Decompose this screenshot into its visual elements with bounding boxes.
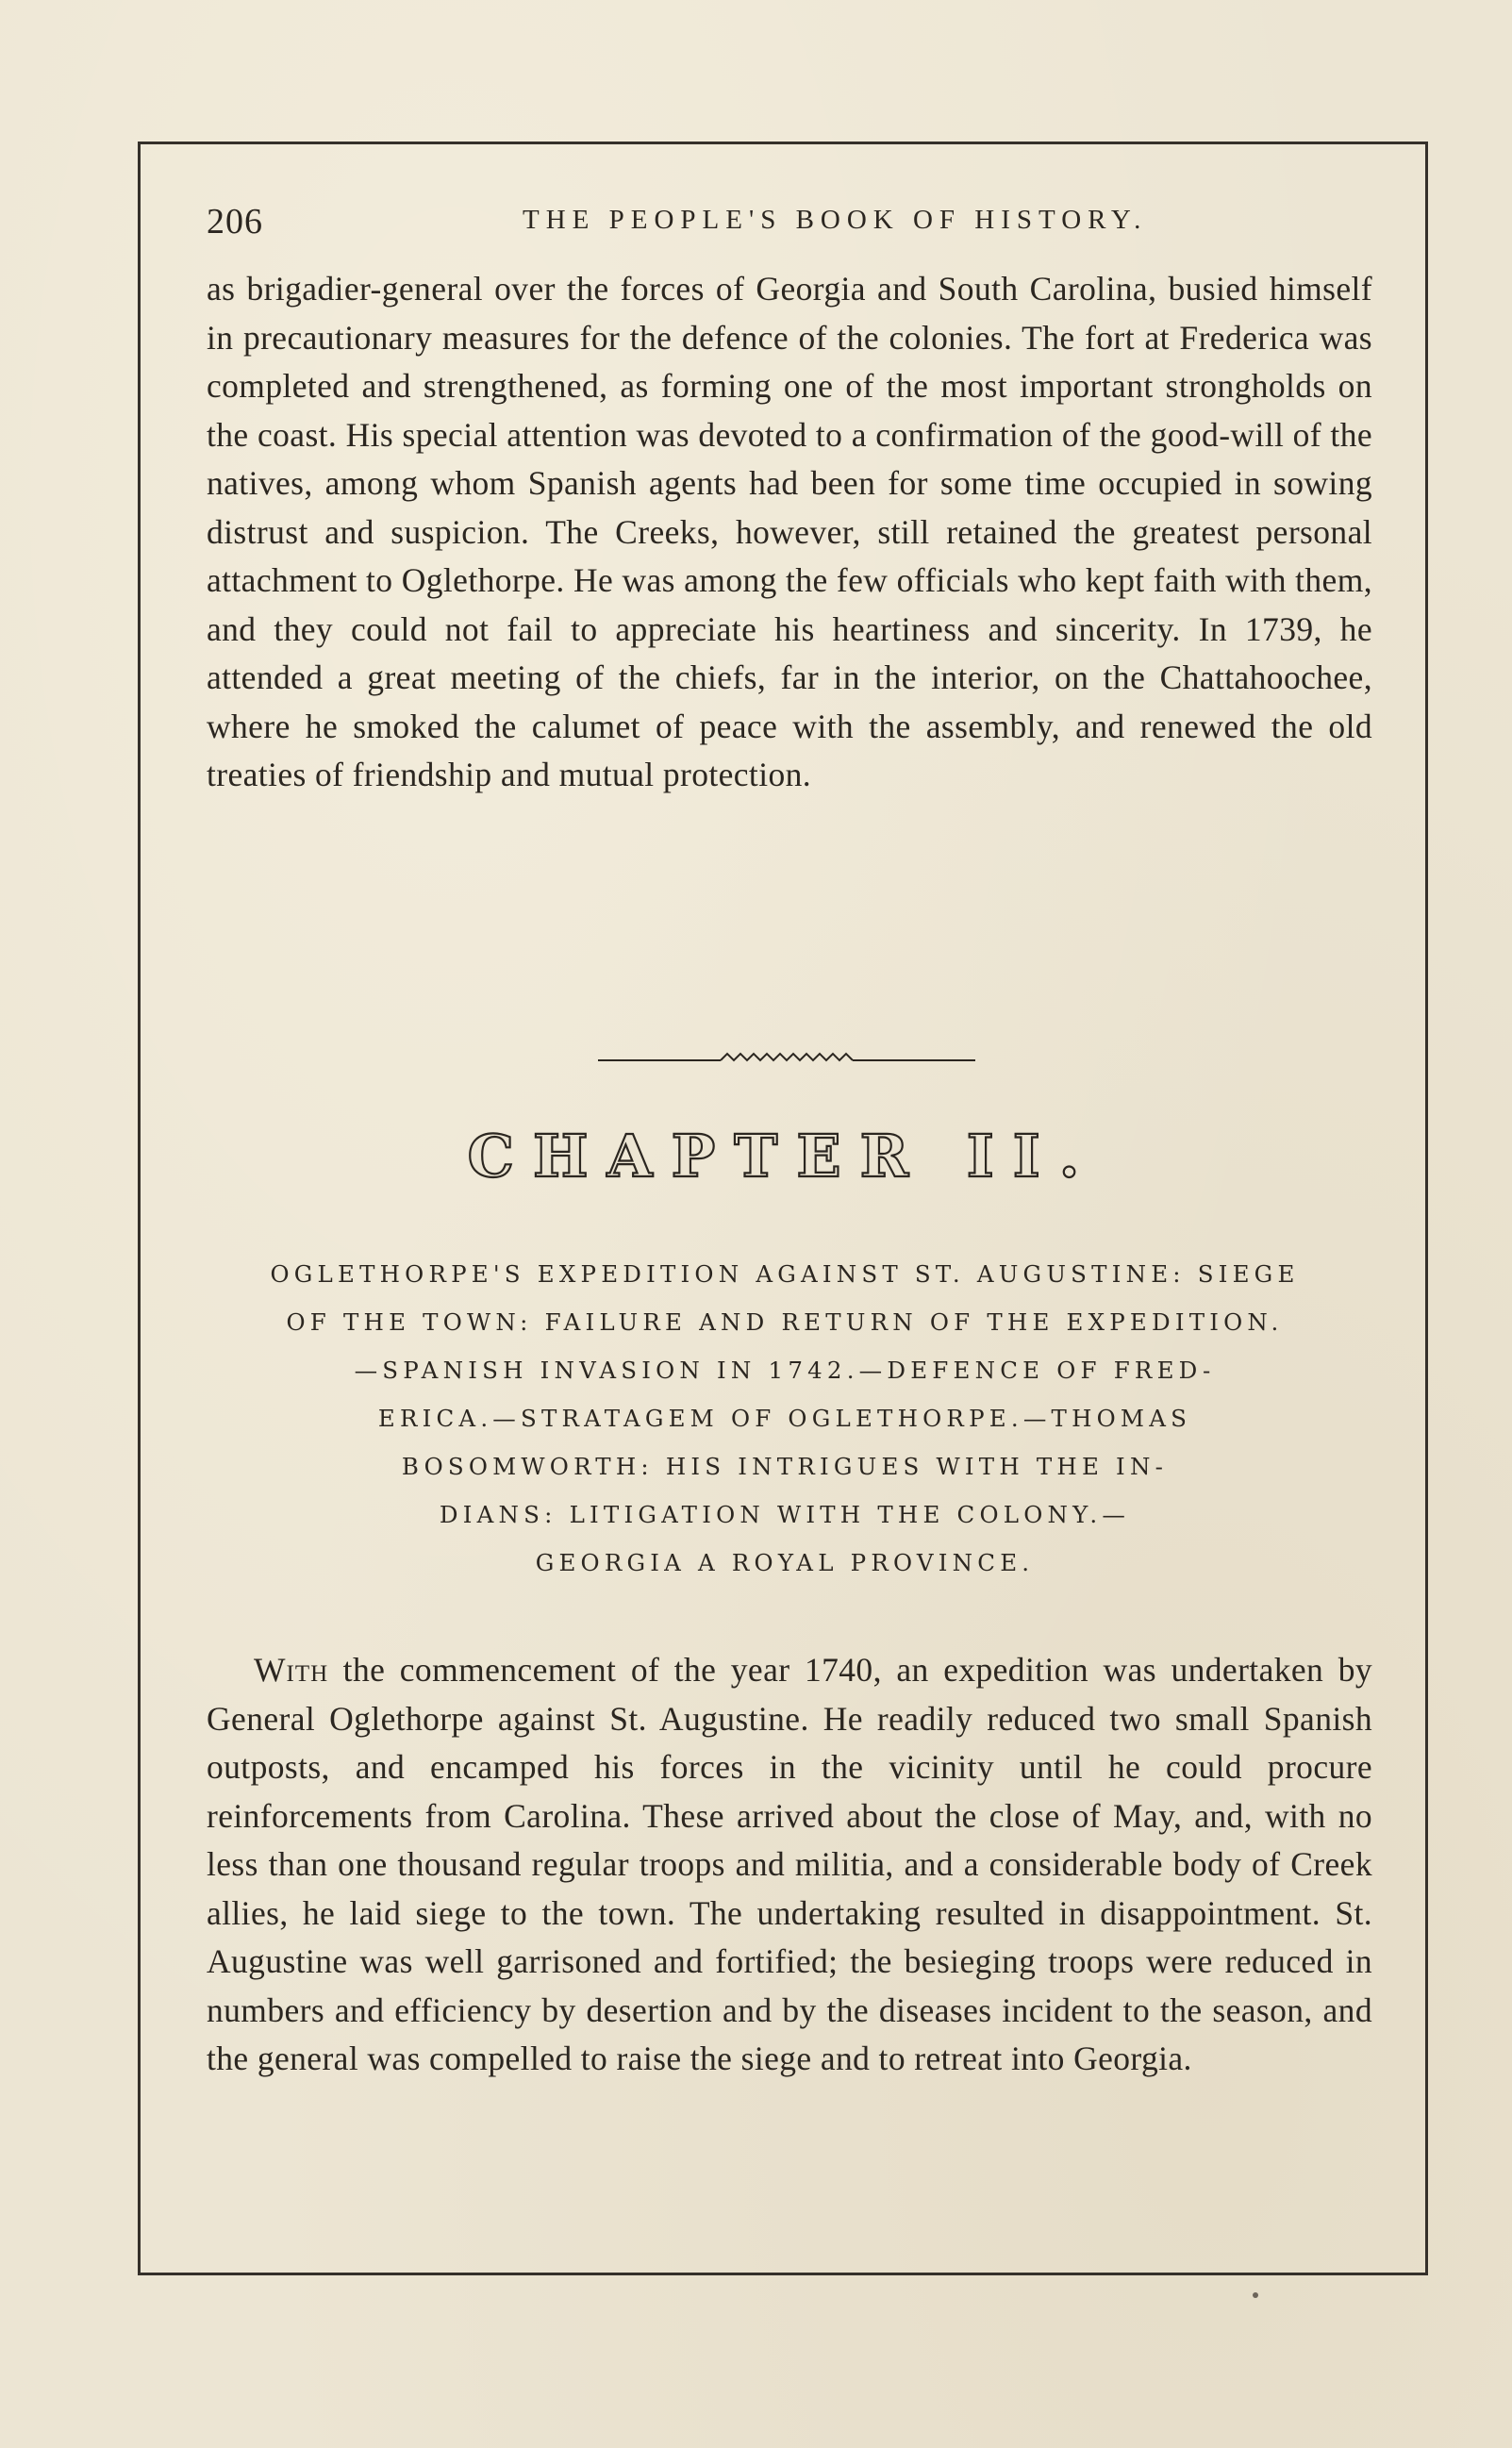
paragraph-2-text: the commencement of the year 1740, an expedition was undertaken by General Oglethorpe against St. Augustine. He readily reduced two small Spanish outposts, and encamped his forces in the vicinity until he could procure reinforcements from Carolina. These arrived about the close of May, and, with no less than one thousand regular troops and militia, and a considerable body of Creek allies, he laid siege to the town. The undertaking resulted in disappointment. St. Augustine was well garrisoned and fortified; the besieging troops were reduced in numbers and efficiency by desertion and by the diseases incident to the season, and the general was compelled to raise the siege and to retreat into Georgia.: [207, 1651, 1372, 2077]
page-header: [207, 201, 1367, 248]
page-speck: [1253, 2292, 1258, 2298]
synopsis-line: BOSOMWORTH: HIS INTRIGUES WITH THE IN-: [401, 1453, 1169, 1480]
synopsis-line: OF THE TOWN: FAILURE AND RETURN OF THE EXPEDITION.: [286, 1308, 1284, 1336]
synopsis-line: DIANS: LITIGATION WITH THE COLONY.—: [439, 1501, 1131, 1528]
section-divider-ornament: [598, 1048, 975, 1069]
chapter-synopsis: [197, 1250, 1372, 1587]
synopsis-line: —SPANISH INVASION IN 1742.—DEFENCE OF FRED-: [354, 1357, 1216, 1384]
page-number: 206: [207, 202, 263, 241]
synopsis-line: ERICA.—STRATAGEM OF OGLETHORPE.—THOMAS: [377, 1405, 1192, 1432]
synopsis-line: GEORGIA A ROYAL PROVINCE.: [535, 1549, 1035, 1576]
paragraph-2: [207, 1646, 1372, 2084]
paragraph-1: as brigadier-general over the forces of Georgia and South Carolina, busied himself in precautionary measures for the defence of the colonies. The fort at Frederica was completed and strengthened, as forming one of the most important strongholds on the coast. His special attention was devoted to a confirmation of the good-will of the natives, among whom Spanish agents had been for some time occupied in sowing distrust and suspicion. The Creeks, however, still retained the greatest personal attachment to Oglethorpe. He was among the few officials who kept faith with them, and they could not fail to appreciate his heartiness and sincerity. In 1739, he attended a great meeting of the chiefs, far in the interior, on the Chattahoochee, where he smoked the calumet of peace with the assembly, and renewed the old treaties of friendship and mutual protection.: [207, 270, 1372, 793]
page-border: [138, 142, 1428, 2275]
synopsis-line: OGLETHORPE'S EXPEDITION AGAINST ST. AUGUSTINE: SIEGE: [270, 1260, 1300, 1288]
paragraph-lead-word: With: [254, 1651, 329, 1689]
chapter-heading: CHAPTER II.: [467, 1122, 1099, 1191]
running-title: THE PEOPLE'S BOOK OF HISTORY.: [523, 205, 1148, 235]
